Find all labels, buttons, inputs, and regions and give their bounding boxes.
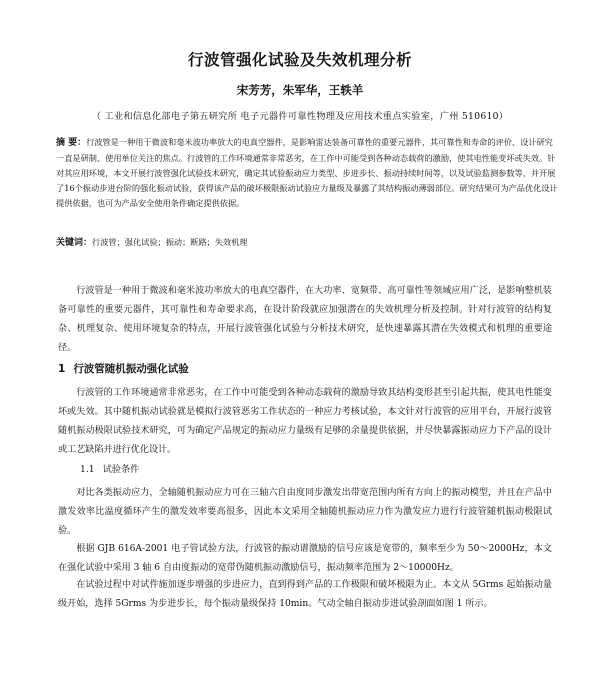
section-number: 1	[58, 363, 66, 375]
subsection-title: 试验条件	[102, 464, 140, 475]
keywords	[56, 235, 560, 250]
keywords-text: 行波管；强化试验；振动；断路；失效机理	[92, 237, 248, 247]
section-paragraph: 行波管的工作环境通常非常恶劣，在工作中可能受到各种动态载荷的激励导致其结构变形甚至引起共振，使其电性能变坏或失效。其中随机振动试验就是模拟行波管恶劣工作状态的一种应力考核试验，本文针对行波管的应用平台，开展行波管随机振动极限试验技术研究，可为确定产品规定的振动应力量级有足够的余量提供依据，并尽快暴露振动应力下产品的设计或工艺缺陷并进行优化设计。	[58, 388, 552, 455]
paper-title: 行波管强化试验及失效机理分析	[187, 51, 412, 69]
subsection-number: 1.1	[80, 464, 95, 475]
subsection-heading	[80, 461, 139, 475]
subsection-paragraph-2: 根据 GJB 616A-2001 电子管试验方法，行波管的振动谱激励的信号应该是宽带的，频率至少为 50～2000Hz，本文在强化试验中采用 3 轴 6 自由度振动的宽带伪随机振动激励信号，振动频率范围为 2～10000Hz。	[58, 544, 552, 573]
paper-affiliation: （ 工业和信息化部电子第五研究所 电子元器件可靠性物理及应用技术重点实验室，广州 510610）	[91, 111, 509, 122]
section-heading	[58, 361, 189, 376]
keywords-label: 关键词：	[56, 238, 93, 248]
subsection-paragraph-1: 对比各类振动应力，全轴随机振动应力可在三轴六自由度同步激发出带宽范围内所有方向上的振动模型，并且在产品中激发效率比温度循环产生的激发效率要高很多，因此本文采用全轴随机振动应力作为激发应力进行行波管随机振动极限试验。	[58, 488, 552, 536]
paper-authors: 宋芳芳，朱军华，王轶羊	[236, 83, 364, 97]
subsection-paragraph-3: 在试验过程中对试件施加逐步增强的步进应力，直到得到产品的工作极限和破坏极限为止。本文从 5Grms 起始振动量级开始，选择 5Grms 为步进步长，每个振动量级保持 10min。气动全轴自振动步进试验剖面如图 1 所示。	[58, 580, 552, 609]
abstract-text: 行波管是一种用于微波和毫米波功率放大的电真空器件，是影响雷达装备可靠性的重要元器件，其可靠性和寿命的评价、设计研究一直是研制、使用单位关注的焦点。行波管的工作环境通常非常恶劣，在工作中可能受到各种动态载荷的激励，使其电性能变坏或失效。针对其应用环境，本文开展行波管强化试验技术研究，确定其试验振动应力类型、步进步长、振动持续时间等，以及试验监测参数等，并开展了16个振动步进台阶的强化振动试验，获得该产品的破坏极限振动试验应力量级及暴露了其结构振动薄弱部位。研究结果可为产品优化设计提供依据，也可为产品安全使用条件确定提供依据。	[56, 137, 558, 208]
abstract-label: 摘 要：	[56, 138, 87, 148]
abstract	[56, 135, 560, 211]
section-title: 行波管随机振动强化试验	[73, 363, 189, 375]
intro-paragraph: 行波管是一种用于微波和毫米波功率放大的电真空器件，在大功率、宽频带、高可靠性等领域应用广泛，是影响整机装备可靠性的重要元器件，其可靠性和寿命要求高，在设计阶段就应加强潜在的失效机理分析及控制。针对行波管的结构复杂、机理复杂、使用环境复杂的特点，开展行波管强化试验与分析技术研究，是快速暴露其潜在失效模式和机理的重要途径。	[58, 286, 552, 353]
